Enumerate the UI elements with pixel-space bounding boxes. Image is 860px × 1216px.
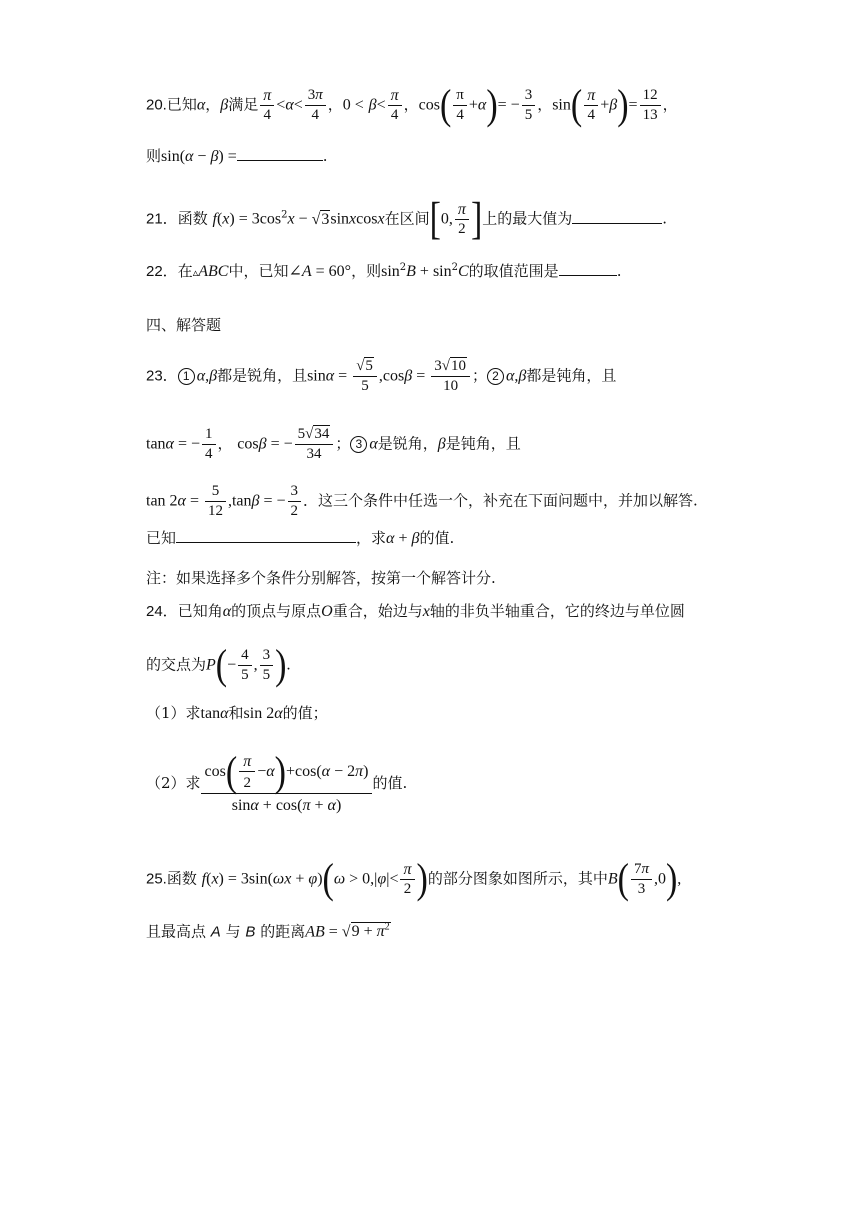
circled-number-2: 2 bbox=[487, 368, 504, 385]
q22-text: 在 bbox=[177, 262, 193, 280]
question-number: 23． bbox=[146, 367, 178, 385]
q23-text: 已知 bbox=[146, 529, 177, 547]
q24-text: 的值； bbox=[282, 704, 328, 722]
q25-text: 函数 bbox=[166, 869, 197, 888]
question-number: 21． bbox=[146, 210, 178, 228]
q24-text: 的交点为 bbox=[146, 655, 207, 674]
q24-text: 重合，始边与 bbox=[332, 602, 423, 620]
question-25: 25.函数 f(x) = 3sin(ωx + φ)(ω > 0,|φ|< $\frac{\pi}{2}$ )的部分图象如图所示，其中B( $\frac{7\pi}{3}$ ,0), bbox=[146, 855, 682, 902]
part-label: （2）求 bbox=[146, 774, 201, 792]
q23-text: 是钝角，且 bbox=[445, 434, 521, 453]
section-heading: 四、解答题 bbox=[146, 316, 222, 334]
section-title bbox=[146, 315, 221, 335]
q23-text: ．这三个条件中任选一个，补充在下面问题中，并加以解答. bbox=[303, 491, 698, 510]
question-24: 24．已知角α的顶点与原点O重合，始边与x轴的非负半轴重合，它的终边与单位圆 bbox=[146, 602, 685, 620]
answer-blank[interactable] bbox=[559, 261, 617, 276]
q21-text: 上的最大值为 bbox=[482, 209, 573, 228]
answer-blank[interactable] bbox=[176, 528, 356, 543]
q22-text: ，则 bbox=[351, 262, 382, 280]
q23-text: 都是锐角，且 bbox=[217, 366, 308, 385]
note-text: 注：如果选择多个条件分别解答，按第一个解答计分. bbox=[146, 569, 496, 587]
q23-text: 是锐角， bbox=[377, 434, 438, 453]
q24-text: 轴的非负半轴重合，它的终边与单位圆 bbox=[429, 602, 685, 620]
answer-blank[interactable] bbox=[237, 146, 323, 161]
question-24-line2: 的交点为P(− $\frac{4}{5}$ , $\frac{3}{5}$ ). bbox=[146, 641, 291, 688]
q25-text: 的距离 bbox=[260, 922, 306, 941]
question-24-part2: （2）求 cos( $\frac{\pi}{2}$ −α)+cos(α − 2π) sinα + cos(π + α) 的值. bbox=[146, 748, 408, 814]
question-24-part1: （1）求tanα和sin 2α的值； bbox=[146, 704, 328, 722]
q24-text: 和 bbox=[228, 704, 244, 722]
q25-text: 与 bbox=[225, 922, 241, 941]
q20-text: 满足 bbox=[228, 95, 259, 114]
q23-text: 的值. bbox=[419, 529, 455, 547]
circled-number-1: 1 bbox=[178, 368, 195, 385]
question-number: 22． bbox=[146, 263, 178, 280]
q22-text: 中，已知 bbox=[228, 262, 289, 280]
q24-text: 的值. bbox=[372, 774, 408, 792]
q20-end: . bbox=[322, 147, 328, 165]
q21-text: 函数 bbox=[177, 209, 208, 228]
question-23-line4: 已知 ，求α + β的值. bbox=[146, 529, 455, 547]
q20-text: 则 bbox=[146, 147, 162, 165]
answer-blank[interactable] bbox=[572, 209, 662, 224]
question-21: 21．函数 $f(x) = 3\cos^2x$ − √3sinxcosx在区间[0, $\frac{\pi}{2}$ ]上的最大值为 . bbox=[146, 193, 668, 244]
part-label: （1）求 bbox=[146, 704, 201, 722]
question-number: 20. bbox=[146, 96, 167, 114]
question-25-line2: 且最高点 A 与 B 的距离AB = $√9 + \pi^2$ bbox=[146, 922, 390, 941]
q20-text: 已知 bbox=[166, 95, 197, 114]
q21-text: 在区间 bbox=[384, 209, 430, 228]
question-23: 23． 1 α,β都是锐角，且sinα = $\frac{√5}{5}$ ,cosβ = $\frac{3√10}{10}$ ； 2 α,β都是钝角，且 bbox=[146, 358, 617, 394]
q25-text: 且最高点 bbox=[146, 922, 207, 941]
circled-number-3: 3 bbox=[350, 436, 367, 453]
q25-text: 的部分图象如图所示，其中 bbox=[427, 869, 608, 888]
question-23-line3: tan 2α = $\frac{5}{12}$ ,tanβ = − $\frac{3}{2}$ ．这三个条件中任选一个，补充在下面问题中，并加以解答. bbox=[146, 483, 698, 519]
question-20: 20.已知α，β满足 $\frac{\pi}{4}$ <α< $\frac{3\pi}{4}$ ，0 < β< $\frac{\pi}{4}$ ，cos( $\frac{\pi}{4}$ +α)= − $\frac{3}{5}$ ，sin( $\frac{\pi}{4}$ +β)= $\frac{12}{13}$ ， bbox=[146, 81, 678, 128]
q23-text: 都是钝角，且 bbox=[526, 366, 617, 385]
q22-text: 的取值范围是 bbox=[468, 262, 559, 280]
q24-text: 的顶点与原点 bbox=[231, 602, 322, 620]
q21-end: . bbox=[662, 209, 668, 228]
question-23-note bbox=[146, 568, 496, 588]
question-23-line2: tanα = − $\frac{1}{4}$ ， cosβ = − $\frac{5√34}{34}$ ； 3 α是锐角，β是钝角，且 bbox=[146, 426, 521, 462]
question-20-line2: 则sin(α − β) = . bbox=[146, 147, 328, 165]
question-number: 24． bbox=[146, 603, 178, 620]
question-number: 25. bbox=[146, 870, 167, 888]
q22-end: . bbox=[616, 262, 622, 280]
q24-text: 已知角 bbox=[177, 602, 223, 620]
question-22: 22．在▵ABC中，已知∠A = 60°，则$\sin^2B + \sin^2C$的取值范围是 . bbox=[146, 262, 622, 280]
q23-text: ，求 bbox=[356, 529, 387, 547]
